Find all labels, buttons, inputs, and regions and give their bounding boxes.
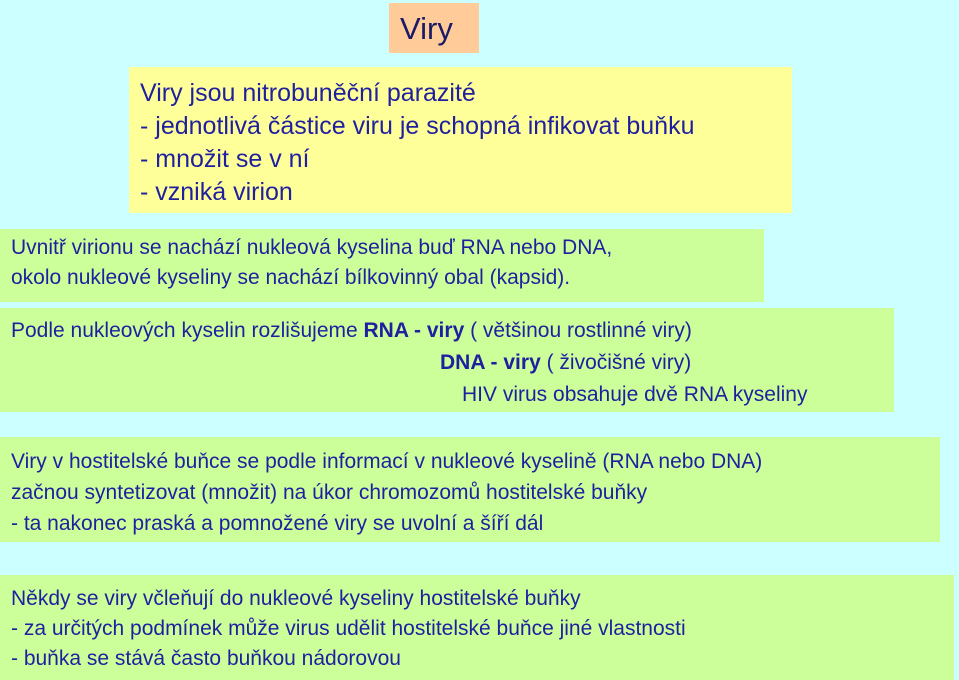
dna-viruses-note: ( živočišné viry) xyxy=(540,351,692,374)
integration-line: - za určitých podmínek může virus udělit hostitelské buňce jiné vlastnosti xyxy=(11,617,686,640)
classification-box xyxy=(0,308,894,412)
definition-line: - množit se v ní xyxy=(140,145,310,173)
classification-prefix: Podle nukleových kyselin rozlišujeme xyxy=(11,319,364,342)
replication-box xyxy=(0,437,940,542)
classification-line-rna xyxy=(11,315,894,347)
dna-viruses-term: DNA - viry xyxy=(440,351,541,374)
hiv-note: HIV virus obsahuje dvě RNA kyseliny xyxy=(462,383,808,406)
definition-box xyxy=(129,67,792,213)
replication-line: Viry v hostitelské buňce se podle informací v nukleové kyselině (RNA nebo DNA) xyxy=(11,450,763,473)
virion-structure-line: Uvnitř virionu se nachází nukleová kyselina buď RNA nebo DNA, xyxy=(11,236,613,259)
virion-structure-box xyxy=(0,229,764,302)
definition-line: - vzniká virion xyxy=(140,178,293,206)
integration-line: Někdy se viry včleňují do nukleové kyseliny hostitelské buňky xyxy=(11,587,581,610)
integration-box xyxy=(0,575,954,680)
replication-line: - ta nakonec praská a pomnožené viry se uvolní a šíří dál xyxy=(11,512,544,535)
definition-line: - jednotlivá částice viru je schopná infikovat buňku xyxy=(140,112,695,140)
definition-line: Viry jsou nitrobuněční parazité xyxy=(140,79,476,107)
integration-line: - buňka se stává často buňkou nádorovou xyxy=(11,647,401,670)
slide-title-box xyxy=(389,3,479,53)
rna-viruses-term: RNA - viry xyxy=(363,319,465,342)
rna-viruses-note: ( většinou rostlinné viry) xyxy=(464,319,692,342)
replication-line: začnou syntetizovat (množit) na úkor chromozomů hostitelské buňky xyxy=(11,481,648,504)
virion-structure-line: okolo nukleové kyseliny se nachází bílkovinný obal (kapsid). xyxy=(11,266,571,289)
classification-line-dna xyxy=(11,347,894,379)
slide-title: Viry xyxy=(400,11,453,46)
